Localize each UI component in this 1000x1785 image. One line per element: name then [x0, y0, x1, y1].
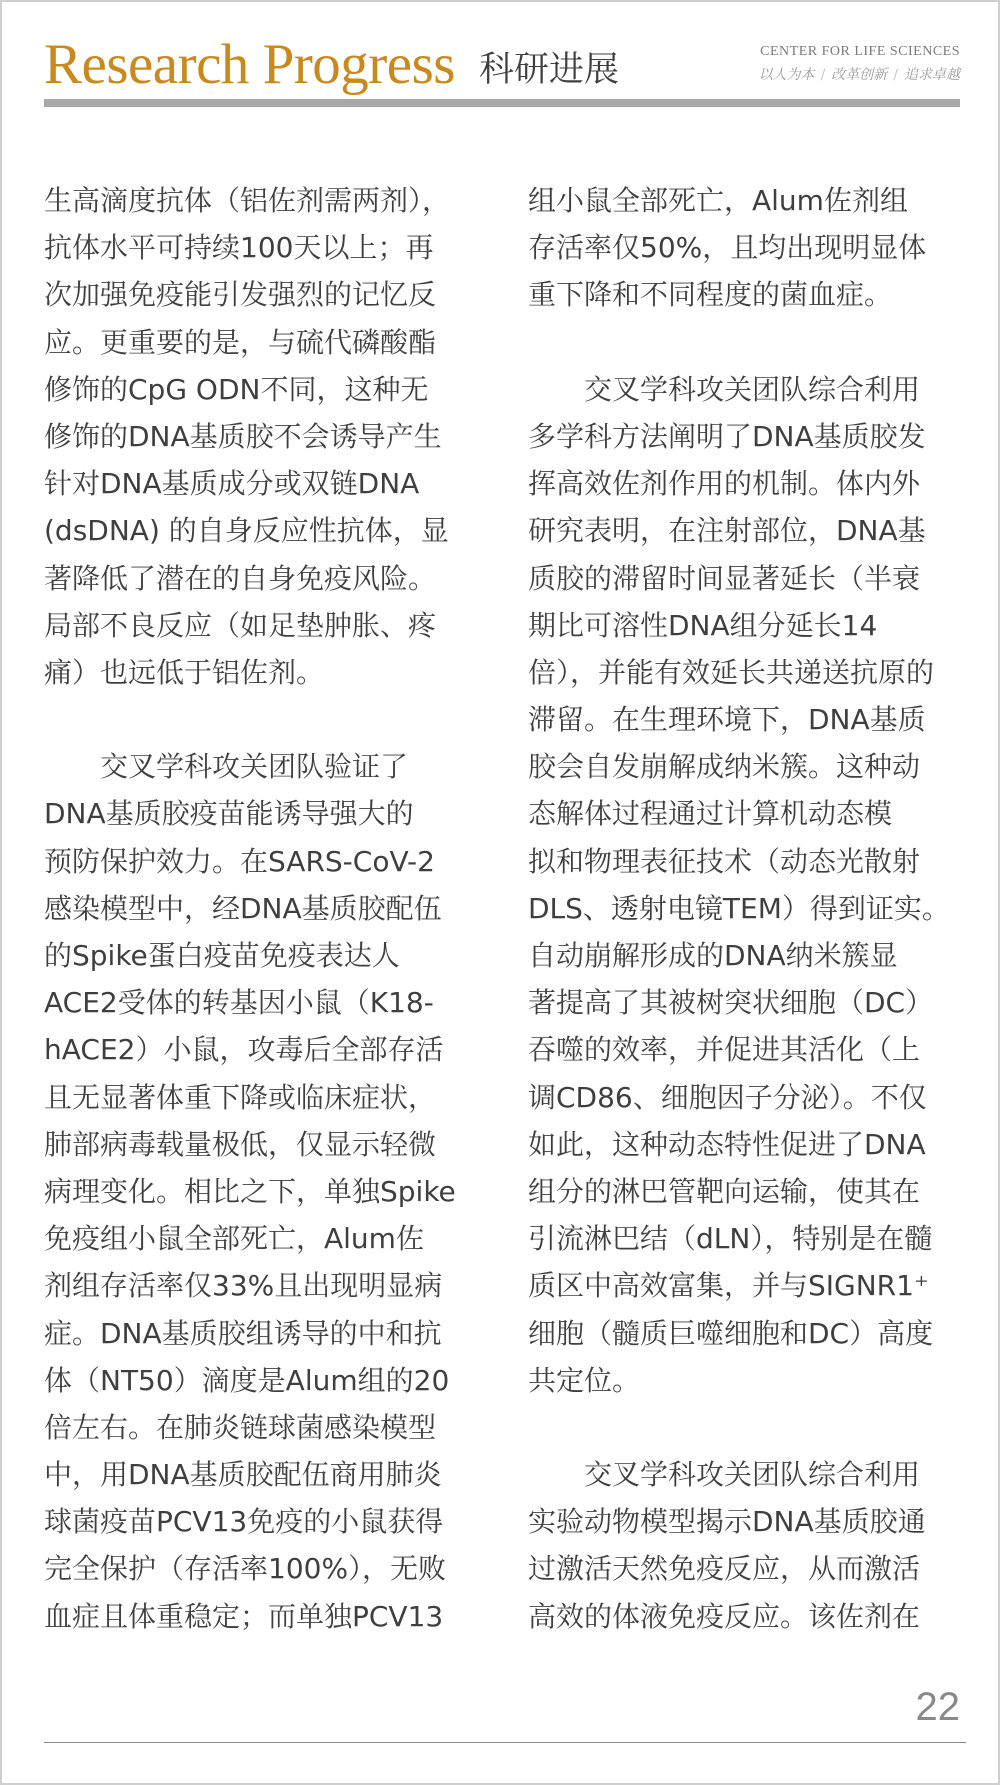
footer-rule: [44, 1742, 966, 1743]
text-line: 倍左右。在肺炎链球菌感染模型: [44, 1410, 437, 1444]
center-name: CENTER FOR LIFE SCIENCES: [760, 44, 960, 59]
text-line: 实验动物模型揭示DNA基质胶通: [528, 1505, 926, 1539]
text-line: 交叉学科攻关团队综合利用: [528, 372, 921, 406]
text-line: 态解体过程通过计算机动态模: [528, 797, 893, 831]
text-line: 研究表明，在注射部位，DNA基: [528, 514, 926, 548]
text-line: DNA基质胶疫苗能诱导强大的: [44, 797, 414, 831]
text-line: 细胞（髓质巨噬细胞和DC）高度: [528, 1316, 934, 1350]
text-line: hACE2）小鼠，攻毒后全部存活: [44, 1033, 444, 1067]
text-line: 血症且体重稳定；而单独PCV13: [44, 1599, 444, 1633]
text-line: 重下降和不同程度的菌血症。: [528, 278, 893, 312]
text-line: 剂组存活率仅33%且出现明显病: [44, 1269, 443, 1303]
text-line: 拟和物理表征技术（动态光散射: [528, 844, 921, 878]
text-line: 交叉学科攻关团队验证了: [44, 750, 409, 784]
text-line: 期比可溶性DNA组分延长14: [528, 608, 878, 642]
text-line: 如此，这种动态特性促进了DNA: [528, 1127, 926, 1161]
text-line: 针对DNA基质成分或双链DNA: [44, 467, 420, 501]
paragraph-gap: [528, 1404, 960, 1451]
text-line: 感染模型中，经DNA基质胶配伍: [44, 891, 442, 925]
paragraph-gap: [528, 319, 960, 366]
text-line: 倍），并能有效延长共递送抗原的: [528, 655, 935, 689]
text-line: 局部不良反应（如足垫肿胀、疼: [44, 608, 437, 642]
text-line: 的Spike蛋白疫苗免疫表达人: [44, 939, 400, 972]
text-line: 高效的体液免疫反应。该佐剂在: [528, 1599, 921, 1633]
text-line: 共定位。: [528, 1363, 641, 1397]
text-line: 交叉学科攻关团队综合利用: [528, 1458, 921, 1492]
text-line: 过激活天然免疫反应，从而激活: [528, 1552, 921, 1586]
text-line: 吞噬的效率，并促进其活化（上: [528, 1033, 921, 1067]
text-line: 体（NT50）滴度是Alum组的20: [44, 1363, 450, 1397]
text-line: 完全保护（存活率100%），无败: [44, 1552, 447, 1586]
text-line: 生高滴度抗体（铝佐剂需两剂），: [44, 184, 451, 217]
text-line: 著提高了其被树突状细胞（DC）: [528, 986, 934, 1020]
text-line: 多学科方法阐明了DNA基质胶发: [528, 419, 926, 453]
right-text-column: [528, 177, 960, 1640]
text-line: 预防保护效力。在SARS-CoV-2: [44, 844, 435, 878]
text-line: 胶会自发崩解成纳米簇。这种动: [528, 750, 921, 784]
text-line: 修饰的CpG ODN不同，这种无: [44, 372, 429, 406]
text-line: 肺部病毒载量极低，仅显示轻微: [44, 1127, 437, 1161]
motto-3: 追求卓越: [904, 67, 960, 83]
paragraph-gap: [44, 696, 476, 743]
page-header: [44, 24, 960, 124]
text-line: 且无显著体重下降或临床症状，: [44, 1080, 437, 1114]
section-title-en: Research Progress: [44, 33, 455, 96]
text-line: 应。更重要的是，与硫代磷酸酯: [44, 325, 437, 359]
motto-separator: ∕: [820, 67, 826, 83]
text-line: 免疫组小鼠全部死亡，Alum佐: [44, 1222, 424, 1256]
text-line: 中，用DNA基质胶配伍商用肺炎: [44, 1458, 442, 1492]
text-line: 调CD86、细胞因子分泌）。不仅: [528, 1080, 927, 1114]
motto-row: [759, 64, 960, 84]
motto-2: 改革创新: [831, 67, 888, 83]
text-line: 自动崩解形成的DNA纳米簇显: [528, 939, 898, 972]
text-line: 质区中高效富集，并与SIGNR1⁺: [528, 1269, 929, 1303]
text-line: 痛）也远低于铝佐剂。: [44, 655, 325, 689]
text-line: DLS、透射电镜TEM）得到证实。: [528, 891, 950, 925]
text-line: 存活率仅50%，且均出现明显体: [528, 231, 927, 265]
text-line: 次加强免疫能引发强烈的记忆反: [44, 278, 437, 312]
text-line: 组分的淋巴管靶向运输，使其在: [528, 1174, 921, 1208]
motto-1: 以人为本: [758, 67, 815, 83]
section-title-cn: 科研进展: [479, 50, 620, 90]
text-line: 组小鼠全部死亡，Alum佐剂组: [528, 184, 908, 217]
text-line: 修饰的DNA基质胶不会诱导产生: [44, 419, 442, 453]
text-line: 质胶的滞留时间显著延长（半衰: [528, 561, 921, 595]
header-rule: [44, 99, 960, 107]
text-line: 球菌疫苗PCV13免疫的小鼠获得: [44, 1505, 444, 1539]
text-line: 抗体水平可持续100天以上；再: [44, 231, 434, 265]
text-line: 挥高效佐剂作用的机制。体内外: [528, 467, 921, 501]
text-line: 著降低了潜在的自身免疫风险。: [44, 561, 437, 595]
motto-separator: ∕: [893, 67, 898, 83]
page-number: 22: [915, 1685, 960, 1729]
text-line: (dsDNA) 的自身反应性抗体，显: [44, 514, 449, 548]
left-text-column: [44, 177, 476, 1640]
text-line: 滞留。在生理环境下，DNA基质: [528, 703, 926, 737]
text-line: 引流淋巴结（dLN），特别是在髓: [528, 1222, 933, 1256]
text-line: 症。DNA基质胶组诱导的中和抗: [44, 1316, 442, 1350]
text-line: 病理变化。相比之下，单独Spike: [44, 1174, 456, 1208]
text-line: ACE2受体的转基因小鼠（K18-: [44, 986, 434, 1020]
